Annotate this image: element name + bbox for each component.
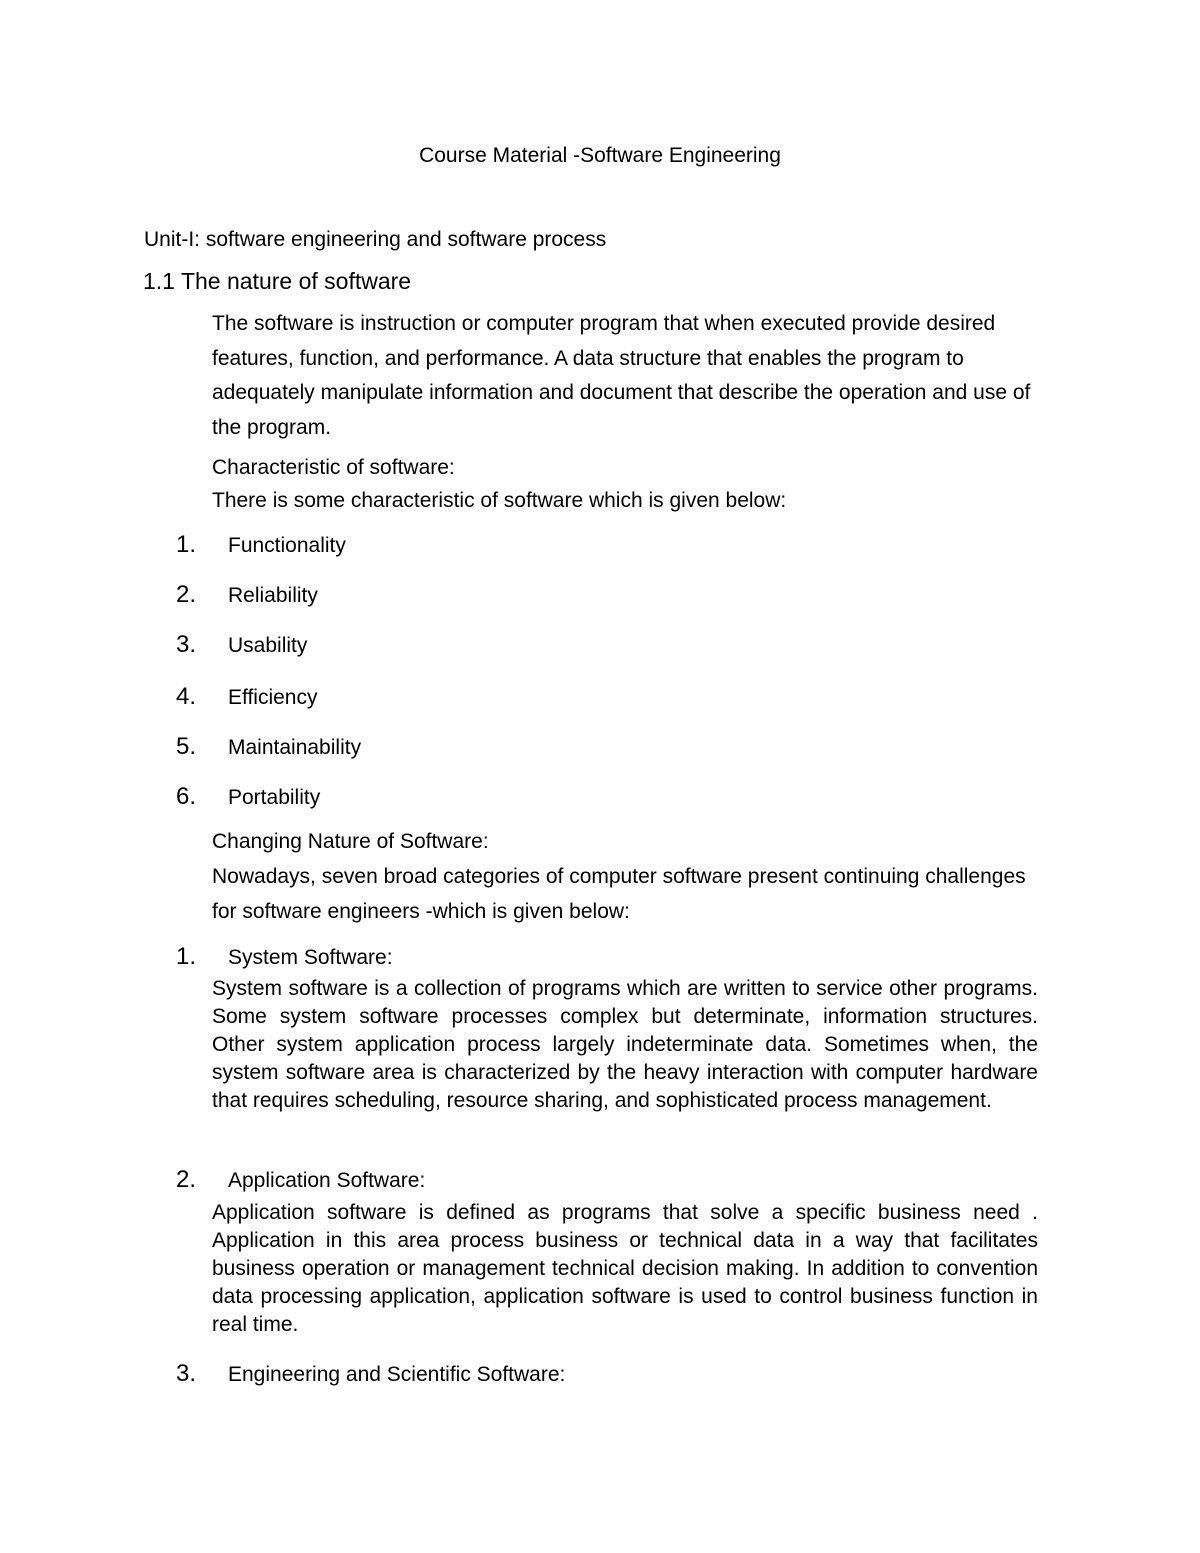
intro-paragraph: The software is instruction or computer program that when executed provide desired features, function, and performance. A data structure that enables the program to adequately manipulate information and document that describe the operation and use of the program.: [212, 312, 1031, 439]
changing-nature-intro: Nowadays, seven broad categories of computer software present continuing challenges for software engineers -which is given below:: [212, 865, 1026, 923]
list-item: Efficiency: [228, 686, 318, 709]
list-item-number: 4.: [176, 683, 197, 710]
list-item: Reliability: [228, 584, 318, 607]
list-item-number: 2.: [176, 581, 197, 608]
category-title: Application Software:: [228, 1169, 426, 1192]
category-number: 3.: [176, 1360, 197, 1387]
list-item-number: 1.: [176, 531, 197, 558]
document-title: Course Material -Software Engineering: [419, 144, 781, 167]
changing-nature-heading: Changing Nature of Software:: [212, 830, 489, 853]
category-title: System Software:: [228, 946, 393, 969]
category-description: System software is a collection of programs which are written to service other programs. Some system software processes complex but determinate, information structures. Other system application process largely indeterminate data. Sometimes when, the system software area is characterized by the heavy interaction with computer hardware that requires scheduling, resource sharing, and sophisticated process management.: [212, 977, 1038, 1112]
list-item: Usability: [228, 634, 308, 657]
list-item-number: 6.: [176, 783, 197, 810]
characteristics-intro: There is some characteristic of software which is given below:: [212, 489, 787, 512]
category-number: 1.: [176, 943, 197, 970]
unit-heading: Unit-I: software engineering and software process: [144, 228, 607, 251]
section-heading: 1.1 The nature of software: [143, 268, 412, 294]
list-item-number: 3.: [176, 631, 197, 658]
category-title: Engineering and Scientific Software:: [228, 1363, 566, 1386]
category-description: Application software is defined as programs that solve a specific business need . Application in this area process business or technical data in a way that facilitates business operation or management technical decision making. In addition to convention data processing application, application software is used to control business function in real time.: [212, 1201, 1038, 1336]
list-item: Functionality: [228, 534, 346, 557]
list-item: Portability: [228, 786, 321, 809]
characteristics-heading: Characteristic of software:: [212, 456, 455, 479]
list-item: Maintainability: [228, 736, 362, 759]
list-item-number: 5.: [176, 733, 197, 760]
category-number: 2.: [176, 1166, 197, 1193]
